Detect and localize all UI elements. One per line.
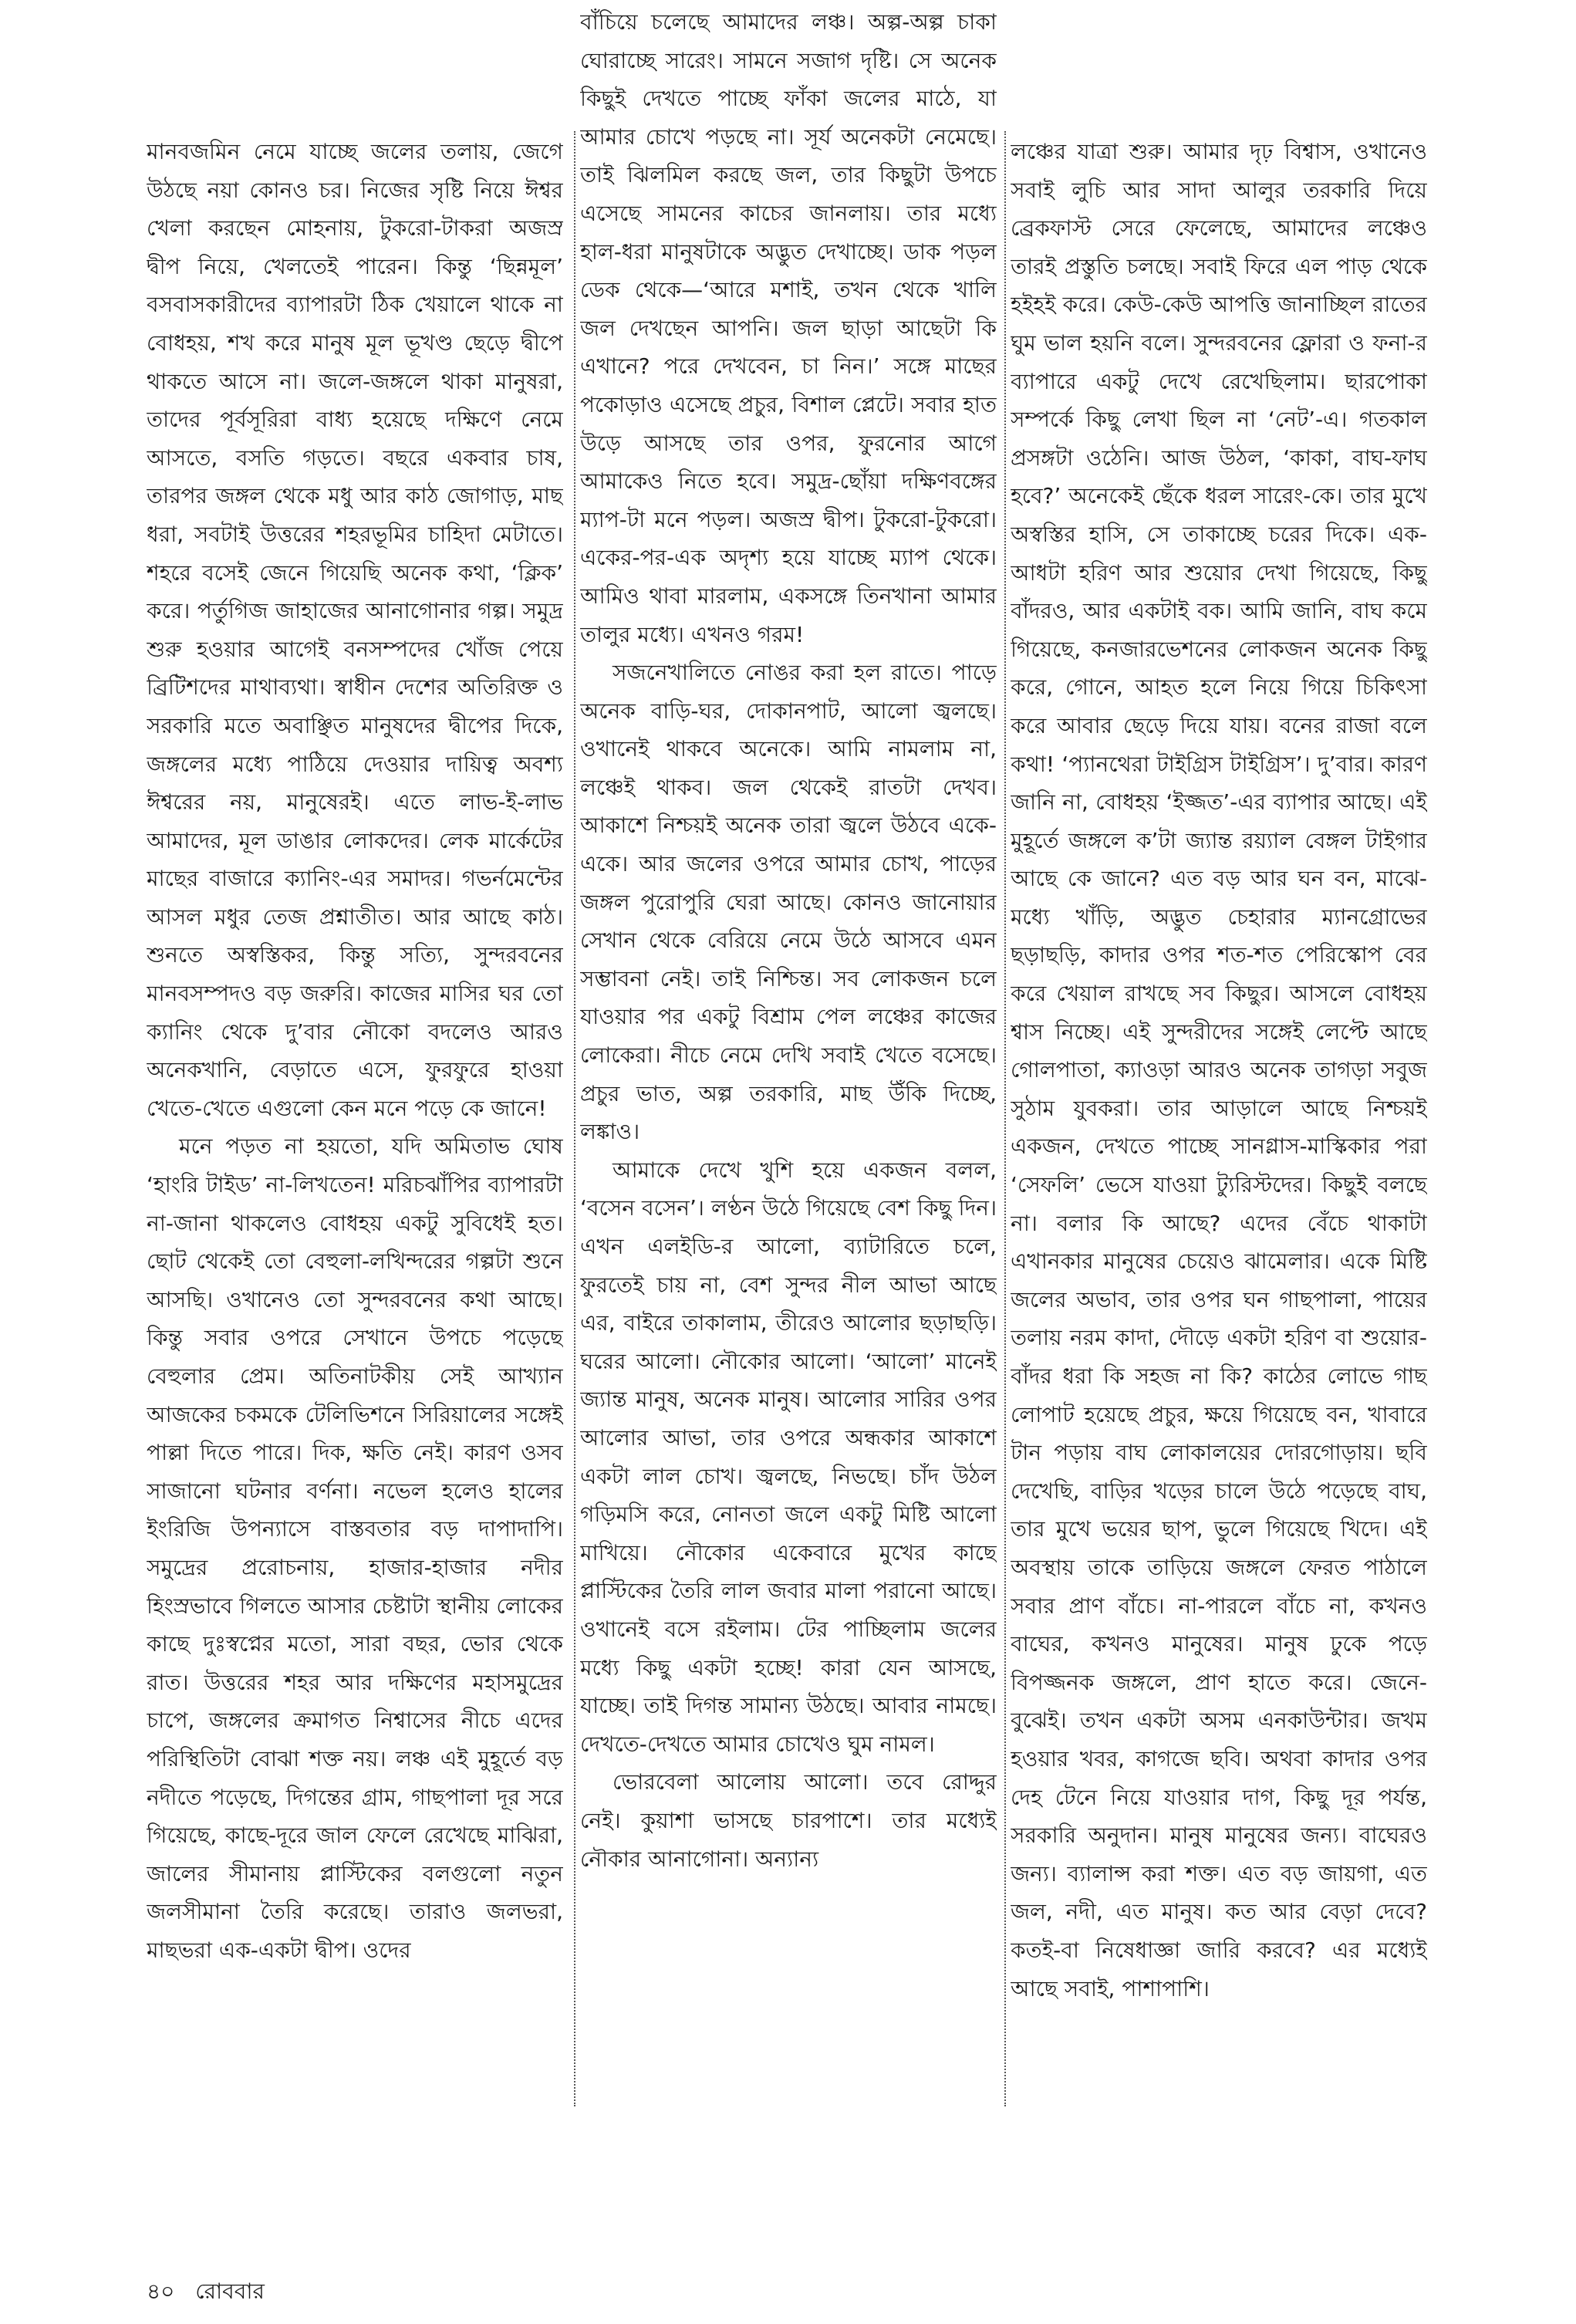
- text-column-3: [1011, 133, 1427, 2231]
- page-footer: [147, 2275, 265, 2311]
- column-1-paragraph-2: মনে পড়ত না হয়তো, যদি অমিতাভ ঘোষ ‘হাংরি টাইড’ না-লিখতেন! মরিচঝাঁপির ব্যাপারটা না-জানা থাকলেও বোধহয় একটু সুবিধেই হত। ছোট থেকেই তো বেহুলা-লখিন্দরের গল্পটা শুনে আসছি। ওখানেও তো সুন্দরবনের কথা আছে। কিন্তু সবার ওপরে সেখানে উপচে পড়েছে বেহুলার প্রেম। অতিনাটকীয় সেই আখ্যান আজকের চকমকে টেলিভিশনে সিরিয়ালের সঙ্গেই পাল্লা দিতে পারে। দিক, ক্ষতি নেই। কারণ ওসব সাজানো ঘটনার বর্ণনা। নভেল হলেও হালের ইংরিজি উপন্যাসে বাস্তবতার বড় দাপাদাপি। সমুদ্রের প্ররোচনায়, হাজার-হাজার নদীর হিংস্রভাবে গিলতে আসার চেষ্টাটা স্থানীয় লোকের কাছে দুঃস্বপ্নের মতো, সারা বছর, ভোর থেকে রাত। উত্তরের শহর আর দক্ষিণের মহাসমুদ্রের চাপে, জঙ্গলের ক্রমাগত নিশ্বাসের নীচে এদের পরিস্থিতিটা বোঝা শক্ত নয়। লঞ্চ এই মুহূর্তে বড় নদীতে পড়েছে, দিগন্তের গ্রাম, গাছপালা দূর সরে গিয়েছে, কাছে-দূরে জাল ফেলে রেখেছে মাঝিরা, জালের সীমানায় প্লাস্টিকের বলগুলো নতুন জলসীমানা তৈরি করেছে। তারাও জলভরা, মাছভরা এক-একটা দ্বীপ। ওদের: [147, 1133, 563, 1963]
- column-2-paragraph-3: আমাকে দেখে খুশি হয়ে একজন বলল, ‘বসেন বসেন’। লণ্ঠন উঠে গিয়েছে বেশ কিছু দিন। এখন এলইডি-র আলো, ব্যাটারিতে চলে, ফুরতেই চায় না, বেশ সুন্দর নীল আভা আছে এর, বাইরে তাকালাম, তীরেও আলোর ছড়াছড়ি। ঘরের আলো। নৌকোর আলো। ‘আলো’ মানেই জ্যান্ত মানুষ, অনেক মানুষ। আলোর সারির ওপর আলোর আভা, তার ওপরে অন্ধকার আকাশে একটা লাল চোখ। জ্বলছে, নিভছে। চাঁদ উঠল গড়িমসি করে, নোনতা জলে একটু মিষ্টি আলো মাখিয়ে। নৌকোর একেবারে মুখের কাছে প্লাস্টিকের তৈরি লাল জবার মালা পরানো আছে। ওখানেই বসে রইলাম। টের পাচ্ছিলাম জলের মধ্যে কিছু একটা হচ্ছে! কারা যেন আসছে, যাচ্ছে। তাই দিগন্ত সামান্য উঠছে। আবার নামছে। দেখতে-দেখতে আমার চোখেও ঘুম নামল।: [580, 1157, 997, 1757]
- text-column-2: [580, 3, 997, 2086]
- column-divider-1: [574, 131, 575, 2106]
- column-2-paragraph-4: ভোরবেলা আলোয় আলো। তবে রোদ্দুর নেই। কুয়াশা ভাসছে চারপাশে। তার মধ্যেই নৌকার আনাগোনা। অন্যান্য: [580, 1769, 997, 1872]
- column-2-paragraph-2: সজনেখালিতে নোঙর করা হল রাতে। পাড়ে অনেক বাড়ি-ঘর, দোকানপাট, আলো জ্বলছে। ওখানেই থাকবে অনেকে। আমি নামলাম না, লঞ্চেই থাকব। জল থেকেই রাতটা দেখব। আকাশে নিশ্চয়ই অনেক তারা জ্বলে উঠবে একে-একে। আর জলের ওপরে আমার চোখ, পাড়ের জঙ্গল পুরোপুরি ঘেরা আছে। কোনও জানোয়ার সেখান থেকে বেরিয়ে নেমে উঠে আসবে এমন সম্ভাবনা নেই। তাই নিশ্চিন্ত। সব লোকজন চলে যাওয়ার পর একটু বিশ্রাম পেল লঞ্চের কাজের লোকেরা। নীচে নেমে দেখি সবাই খেতে বসেছে। প্রচুর ভাত, অল্প তরকারি, মাছ উঁকি দিচ্ছে, লঙ্কাও।: [580, 660, 997, 1145]
- column-2-paragraph-1: বাঁচিয়ে চলেছে আমাদের লঞ্চ। অল্প-অল্প চাকা ঘোরাচ্ছে সারেং। সামনে সজাগ দৃষ্টি। সে অনেক কিছুই দেখতে পাচ্ছে ফাঁকা জলের মাঠে, যা আমার চোখে পড়ছে না। সূর্য অনেকটা নেমেছে। তাই ঝিলমিল করছে জল, তার কিছুটা উপচে এসেছে সামনের কাচের জানলায়। তার মধ্যে হাল-ধরা মানুষটাকে অদ্ভুত দেখাচ্ছে। ডাক পড়ল ডেক থেকে—‘আরে মশাই, তখন থেকে খালি জল দেখছেন আপনি। জল ছাড়া আছেটা কি এখানে? পরে দেখবেন, চা নিন।’ সঙ্গে মাছের পকোড়াও এসেছে প্রচুর, বিশাল প্লেটে। সবার হাত উড়ে আসছে তার ওপর, ফুরনোর আগে আমাকেও নিতে হবে। সমুদ্র-ছোঁয়া দক্ষিণবঙ্গের ম্যাপ-টা মনে পড়ল। অজস্র দ্বীপ। টুকরো-টুকরো। একের-পর-এক অদৃশ্য হয়ে যাচ্ছে ম্যাপ থেকে। আমিও থাবা মারলাম, একসঙ্গে তিনখানা আমার তালুর মধ্যে। এখনও গরম!: [580, 9, 997, 647]
- publication-name: রোববার: [195, 2278, 265, 2304]
- column-3-paragraph-1: লঞ্চের যাত্রা শুরু। আমার দৃঢ় বিশ্বাস, ওখানেও সবাই লুচি আর সাদা আলুর তরকারি দিয়ে ব্রেকফাস্ট সেরে ফেলেছে, আমাদের লঞ্চেও তারই প্রস্তুতি চলছে। সবাই ফিরে এল পাড় থেকে হইহই করে। কেউ-কেউ আপত্তি জানাচ্ছিল রাতের ঘুম ভাল হয়নি বলে। সুন্দরবনের ফ্লোরা ও ফনা-র ব্যাপারে একটু দেখে রেখেছিলাম। ছারপোকা সম্পর্কে কিছু লেখা ছিল না ‘নেট’-এ। গতকাল প্রসঙ্গটা ওঠেনি। আজ উঠল, ‘কাকা, বাঘ-ফাঘ হবে?’ অনেকেই ছেঁকে ধরল সারেং-কে। তার মুখে অস্বস্তির হাসি, সে তাকাচ্ছে চরের দিকে। এক-আধটা হরিণ আর শুয়োর দেখা গিয়েছে, কিছু বাঁদরও, আর একটাই বক। আমি জানি, বাঘ কমে গিয়েছে, কনজারভেশনের লোকজন অনেক কিছু করে, গোনে, আহত হলে নিয়ে গিয়ে চিকিৎসা করে আবার ছেড়ে দিয়ে যায়। বনের রাজা বলে কথা! ‘প্যানথেরা টাইগ্রিস টাইগ্রিস’। দু’বার। কারণ জানি না, বোধহয় ‘ইজ্জত’-এর ব্যাপার আছে। এই মুহূর্তে জঙ্গলে ক’টা জ্যান্ত রয়্যাল বেঙ্গল টাইগার আছে কে জানে? এত বড় আর ঘন বন, মাঝে-মধ্যে খাঁড়ি, অদ্ভুত চেহারার ম্যানগ্রোভের ছড়াছড়ি, কাদার ওপর শত-শত পেরিস্কোপ বের করে খেয়াল রাখছে সব কিছুর। আসলে বোধহয় শ্বাস নিচ্ছে। এই সুন্দরীদের সঙ্গেই লেপ্টে আছে গোলপাতা, ক্যাওড়া আরও অনেক তাগড়া সবুজ সুঠাম যুবকরা। তার আড়ালে আছে নিশ্চয়ই একজন, দেখতে পাচ্ছে সানগ্লাস-মাস্কিকার পরা ‘সেফলি’ ভেসে যাওয়া ট্যুরিস্টদের। কিছুই বলছে না। বলার কি আছে? এদের বেঁচে থাকাটা এখানকার মানুষের চেয়েও ঝামেলার। একে মিষ্টি জলের অভাব, তার ওপর ঘন গাছপালা, পায়ের তলায় নরম কাদা, দৌড়ে একটা হরিণ বা শুয়োর-বাঁদর ধরা কি সহজ না কি? কাঠের লোভে গাছ লোপাট হয়েছে প্রচুর, ক্ষয়ে গিয়েছে বন, খাবারে টান পড়ায় বাঘ লোকালয়ের দোরগোড়ায়। ছবি দেখেছি, বাড়ির খড়ের চালে উঠে পড়েছে বাঘ, তার মুখে ভয়ের ছাপ, ভুলে গিয়েছে খিদে। এই অবস্থায় তাকে তাড়িয়ে জঙ্গলে ফেরত পাঠালে সবার প্রাণ বাঁচে। না-পারলে বাঁচে না, কখনও বাঘের, কখনও মানুষের। মানুষ ঢুকে পড়ে বিপজ্জনক জঙ্গলে, প্রাণ হাতে করে। জেনে-বুঝেই। তখন একটা অসম এনকাউন্টার। জখম হওয়ার খবর, কাগজে ছবি। অথবা কাদার ওপর দেহ টেনে নিয়ে যাওয়ার দাগ, কিছু দূর পর্যন্ত, সরকারি অনুদান। মানুষ মানুষের জন্য। বাঘেরও জন্য। ব্যালান্স করা শক্ত। এত বড় জায়গা, এত জল, নদী, এত মানুষ। কত আর বেড়া দেবে? কতই-বা নিষেধাজ্ঞা জারি করবে? এর মধ্যেই আছে সবাই, পাশাপাশি।: [1011, 139, 1427, 2001]
- text-column-1: [147, 133, 563, 2231]
- page-number: ৪০: [147, 2278, 175, 2304]
- column-divider-2: [1004, 131, 1006, 2106]
- column-1-paragraph-1: মানবজমিন নেমে যাচ্ছে জলের তলায়, জেগে উঠছে নয়া কোনও চর। নিজের সৃষ্টি নিয়ে ঈশ্বর খেলা করছেন মোহনায়, টুকরো-টাকরা অজস্র দ্বীপ নিয়ে, খেলতেই পারেন। কিন্তু ‘ছিন্নমূল’ বসবাসকারীদের ব্যাপারটা ঠিক খেয়ালে থাকে না বোধহয়, শখ করে মানুষ মূল ভূখণ্ড ছেড়ে দ্বীপে থাকতে আসে না। জলে-জঙ্গলে থাকা মানুষরা, তাদের পূর্বসূরিরা বাধ্য হয়েছে দক্ষিণে নেমে আসতে, বসতি গড়তে। বছরে একবার চাষ, তারপর জঙ্গল থেকে মধু আর কাঠ জোগাড়, মাছ ধরা, সবটাই উত্তরের শহরভূমির চাহিদা মেটাতে। শহরে বসেই জেনে গিয়েছি অনেক কথা, ‘ক্লিক’ করে। পর্তুগিজ জাহাজের আনাগোনার গল্প। সমুদ্র শুরু হওয়ার আগেই বনসম্পদের খোঁজ পেয়ে ব্রিটিশদের মাথাব্যথা। স্বাধীন দেশের অতিরিক্ত ও সরকারি মতে অবাঞ্ছিত মানুষদের দ্বীপের দিকে, জঙ্গলের মধ্যে পাঠিয়ে দেওয়ার দায়িত্ব অবশ্য ঈশ্বরের নয়, মানুষেরই। এতে লাভ-ই-লাভ আমাদের, মূল ডাঙার লোকদের। লেক মার্কেটের মাছের বাজারে ক্যানিং-এর সমাদর। গভর্নমেন্টের আসল মধুর তেজ প্রশ্নাতীত। আর আছে কাঠ। শুনতে অস্বস্তিকর, কিন্তু সত্যি, সুন্দরবনের মানবসম্পদও বড় জরুরি। কাজের মাসির ঘর তো ক্যানিং থেকে দু’বার নৌকো বদলেও আরও অনেকখানি, বেড়াতে এসে, ফুরফুরে হাওয়া খেতে-খেতে এগুলো কেন মনে পড়ে কে জানে!: [147, 139, 563, 1121]
